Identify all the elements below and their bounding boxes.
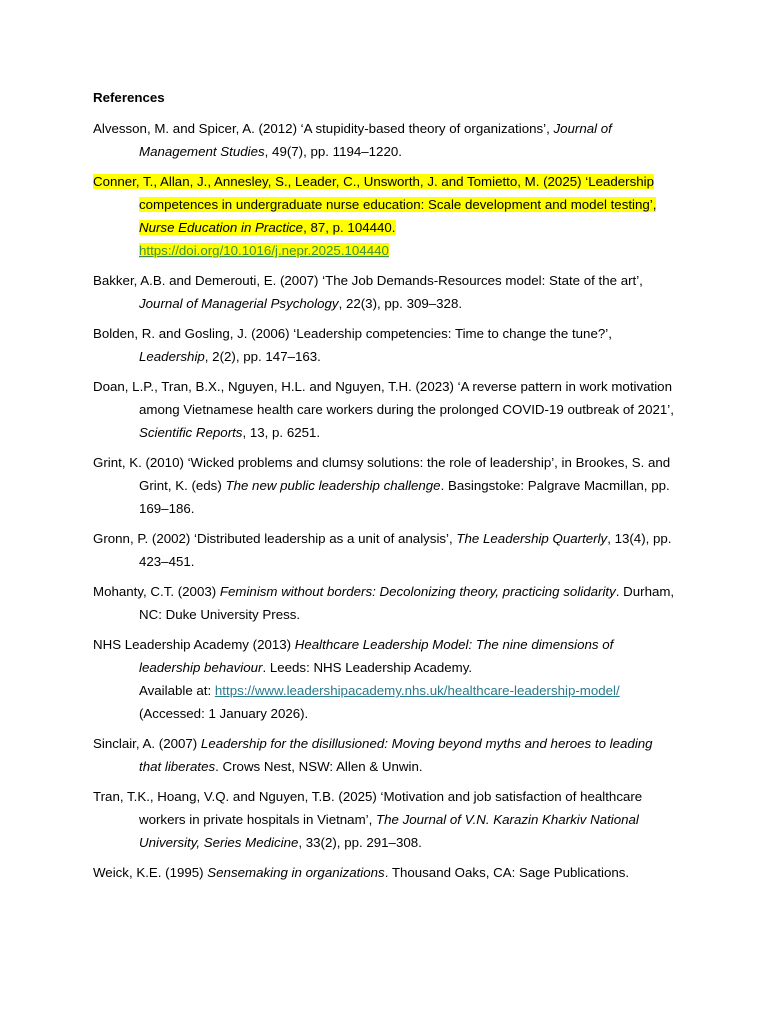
- reference-text: . Crows Nest, NSW: Allen & Unwin.: [215, 759, 423, 774]
- reference-source-title: Healthcare Leadership Model: The nine dimensions of leadership behaviour: [139, 637, 614, 675]
- reference-text: Conner, T., Allan, J., Annesley, S., Leader, C., Unsworth, J. and Tomietto, M. (2025) ‘Leadership competences in undergraduate nurse education: Scale development and model testing’,: [93, 174, 657, 212]
- reference-entry: [93, 269, 675, 315]
- reference-entry: [93, 633, 675, 725]
- reference-text: Tran, T.K., Hoang, V.Q. and Nguyen, T.B. (2025) ‘Motivation and job satisfaction of healthcare workers in private hospitals in Vietnam’,: [93, 789, 643, 827]
- reference-text: , 22(3), pp. 309–328.: [338, 296, 463, 311]
- reference-entry: [93, 375, 675, 444]
- reference-source-title: Scientific Reports: [139, 425, 243, 440]
- reference-source-title: Journal of Management Studies: [139, 121, 612, 159]
- reference-entry: [93, 322, 675, 368]
- reference-link[interactable]: https://www.leadershipacademy.nhs.uk/healthcare-leadership-model/: [214, 683, 620, 698]
- reference-entry: [93, 861, 675, 884]
- highlighted-text: [93, 174, 656, 258]
- reference-source-title: The Leadership Quarterly: [456, 531, 608, 546]
- reference-link[interactable]: https://doi.org/10.1016/j.nepr.2025.104440: [139, 243, 389, 258]
- reference-text: , 87, p. 104440.: [303, 220, 396, 235]
- reference-text: Bolden, R. and Gosling, J. (2006) ‘Leadership competencies: Time to change the tune?’,: [93, 326, 612, 341]
- reference-entry: [93, 117, 675, 163]
- reference-text: Gronn, P. (2002) ‘Distributed leadership as a unit of analysis’,: [93, 531, 457, 546]
- reference-source-title: Feminism without borders: Decolonizing theory, practicing solidarity: [219, 584, 616, 599]
- reference-text: , 33(2), pp. 291–308.: [298, 835, 422, 850]
- reference-entry: [93, 451, 675, 520]
- reference-list: [93, 117, 675, 884]
- reference-text: Alvesson, M. and Spicer, A. (2012) ‘A stupidity-based theory of organizations’,: [93, 121, 554, 136]
- reference-entry: [93, 785, 675, 854]
- reference-source-title: Leadership: [139, 349, 205, 364]
- reference-source-title: The new public leadership challenge: [225, 478, 441, 493]
- reference-source-title: Sensemaking in organizations: [207, 865, 385, 880]
- reference-source-title: Leadership for the disillusioned: Moving beyond myths and heroes to leading that liberates: [139, 736, 653, 774]
- reference-text: Bakker, A.B. and Demerouti, E. (2007) ‘The Job Demands-Resources model: State of the art’,: [93, 273, 643, 288]
- reference-text: , 13, p. 6251.: [242, 425, 321, 440]
- reference-text: Available at:: [139, 683, 215, 698]
- reference-text: , 49(7), pp. 1194–1220.: [264, 144, 402, 159]
- reference-text: Sinclair, A. (2007): [93, 736, 201, 751]
- reference-source-title: Nurse Education in Practice: [139, 220, 304, 235]
- reference-text: Doan, L.P., Tran, B.X., Nguyen, H.L. and Nguyen, T.H. (2023) ‘A reverse pattern in work motivation among Vietnamese health care workers during the prolonged COVID-19 outbreak of 2021’,: [93, 379, 674, 417]
- reference-entry: [93, 170, 675, 262]
- reference-text: , 13(4), pp. 423–451.: [139, 531, 672, 569]
- document-page: [93, 86, 675, 891]
- reference-text: Weick, K.E. (1995): [93, 865, 208, 880]
- reference-text: . Leeds: NHS Leadership Academy.: [262, 660, 473, 675]
- references-heading: References: [93, 90, 165, 105]
- reference-entry: [93, 732, 675, 778]
- reference-source-title: Journal of Managerial Psychology: [139, 296, 339, 311]
- reference-text: Grint, K. (2010) ‘Wicked problems and clumsy solutions: the role of leadership’, in Brookes, S. and Grint, K. (eds): [93, 455, 671, 493]
- reference-text: Mohanty, C.T. (2003): [93, 584, 220, 599]
- reference-text: . Thousand Oaks, CA: Sage Publications.: [384, 865, 630, 880]
- reference-entry: [93, 527, 675, 573]
- reference-source-title: The Journal of V.N. Karazin Kharkiv National University, Series Medicine: [139, 812, 639, 850]
- reference-text: NHS Leadership Academy (2013): [93, 637, 295, 652]
- reference-text: . Basingstoke: Palgrave Macmillan, pp. 169–186.: [139, 478, 670, 516]
- reference-text: , 2(2), pp. 147–163.: [204, 349, 321, 364]
- reference-text: . Durham, NC: Duke University Press.: [139, 584, 675, 622]
- reference-text: (Accessed: 1 January 2026).: [139, 706, 309, 721]
- reference-entry: [93, 580, 675, 626]
